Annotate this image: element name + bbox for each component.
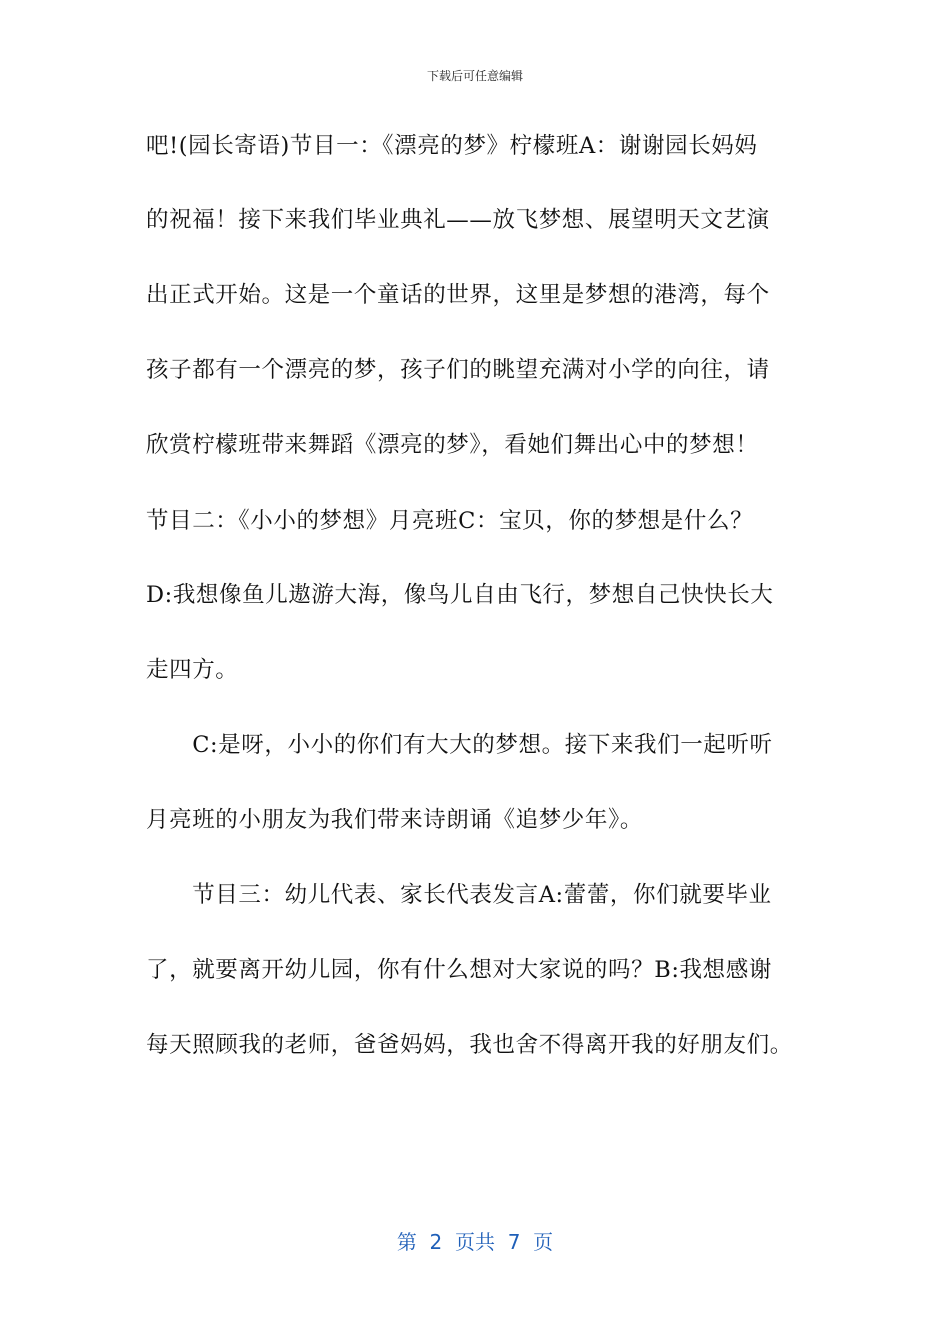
text-line: D:我想像鱼儿遨游大海，像鸟儿自由飞行，梦想自己快快长大 bbox=[146, 582, 774, 608]
page-header: 下载后可任意编辑 bbox=[426, 69, 523, 83]
text-line: 了，就要离开幼儿园，你有什么想对大家说的吗？B:我想感谢 bbox=[146, 957, 772, 983]
text-line: 欣赏柠檬班带来舞蹈《漂亮的梦》，看她们舞出心中的梦想！ bbox=[146, 432, 759, 458]
text-line: 节目三：幼儿代表、家长代表发言A:蕾蕾，你们就要毕业 bbox=[146, 882, 772, 908]
text-line: 每天照顾我的老师，爸爸妈妈，我也舍不得离开我的好朋友们。 bbox=[146, 1032, 793, 1058]
text-line: 吧!(园长寄语)节目一：《漂亮的梦》柠檬班A：谢谢园长妈妈 bbox=[146, 133, 758, 159]
text-line: 出正式开始。这是一个童话的世界，这里是梦想的港湾，每个 bbox=[146, 282, 770, 308]
text-line: 月亮班的小朋友为我们带来诗朗诵《追梦少年》。 bbox=[146, 807, 643, 833]
text-line: C:是呀，小小的你们有大大的梦想。接下来我们一起听听 bbox=[146, 732, 773, 758]
page-number: 第 2 页共 7 页 bbox=[396, 1230, 554, 1254]
text-line: 走四方。 bbox=[146, 657, 239, 683]
text-line: 的祝福！接下来我们毕业典礼——放飞梦想、展望明天文艺演 bbox=[146, 207, 770, 233]
text-line: 孩子都有一个漂亮的梦，孩子们的眺望充满对小学的向往，请 bbox=[146, 357, 770, 383]
text-line: 节目二：《小小的梦想》月亮班C：宝贝，你的梦想是什么？ bbox=[146, 508, 754, 534]
